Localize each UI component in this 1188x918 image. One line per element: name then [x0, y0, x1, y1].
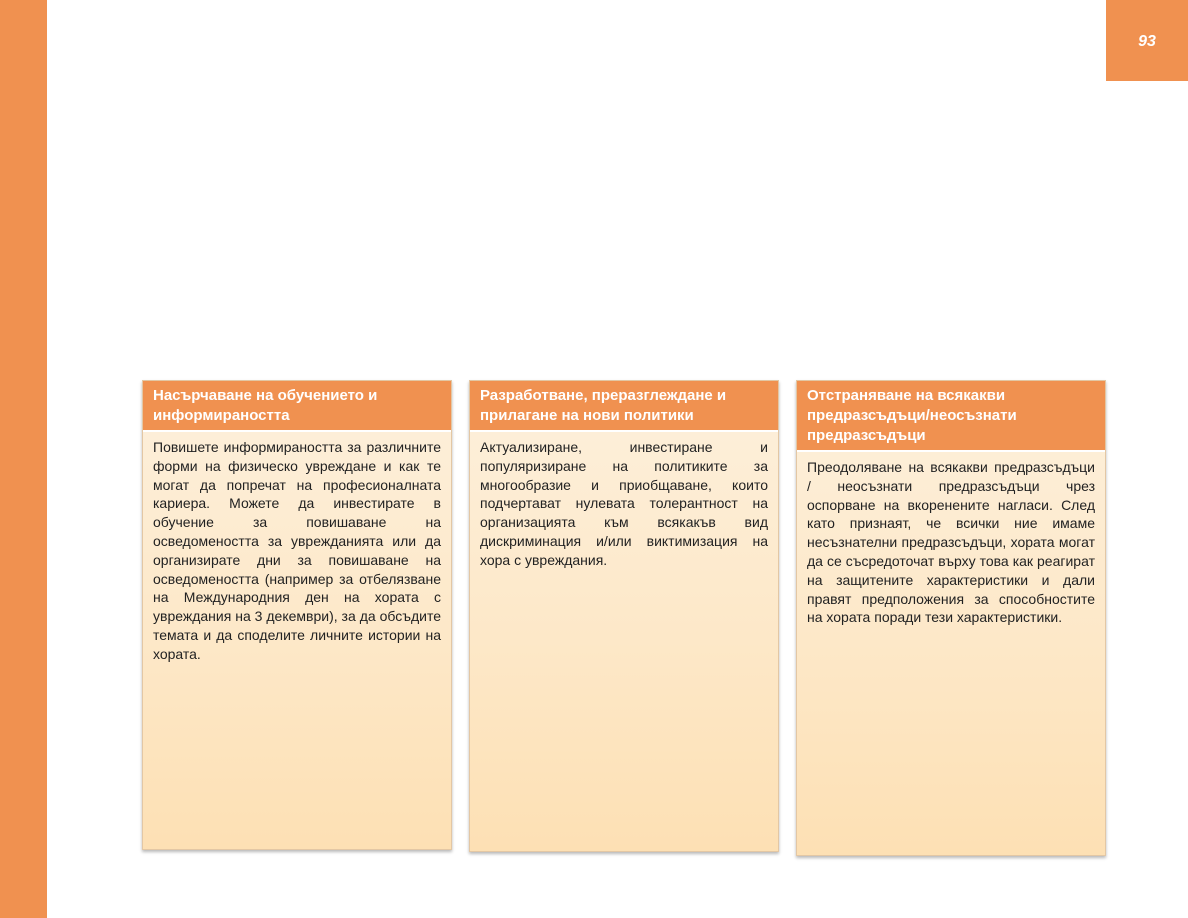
left-accent-bar — [0, 0, 47, 918]
card-heading: Разработване, преразглеждане и прилагане на нови политики — [470, 381, 778, 432]
card-heading: Насърчаване на обучението и информираността — [143, 381, 451, 432]
card-body-text: Преодоляване на всякакви предразсъдъци / неосъзнати предразсъдъци чрез оспорване на вкоренените нагласи. След като признаят, че всички ние имаме несъзнателни предразсъдъци, хората могат да се съсредоточат върху това как реагират на защитените характеристики и дали правят предположения за способностите на хората поради тези характеристики. — [807, 459, 1095, 626]
card-body-text: Актуализиране, инвестиране и популяризиране на политиките за многообразие и приобщаване, които подчертават нулевата толерантност на организацията към всякакъв вид дискриминация и/или виктимизация на хора с увреждания. — [480, 439, 768, 568]
card-policies — [469, 380, 779, 852]
card-body-text: Повишете информираността за различните форми на физическо увреждане и как те могат да попречат на професионалната кариера. Можете да инвестирате в обучение за повишаване на осведомеността за уврежданията или да организирате дни за повишаване на осведомеността (например за отбелязване на Международния ден на хората с увреждания на 3 декември), за да обсъдите темата и да споделите личните истории на хората. — [153, 439, 441, 662]
page-number: 93 — [1138, 33, 1156, 50]
page-number-box — [1106, 0, 1188, 81]
card-biases — [796, 380, 1106, 856]
card-heading: Отстраняване на всякакви предразсъдъци/неосъзнати предразсъдъци — [797, 381, 1105, 452]
card-training-awareness — [142, 380, 452, 850]
